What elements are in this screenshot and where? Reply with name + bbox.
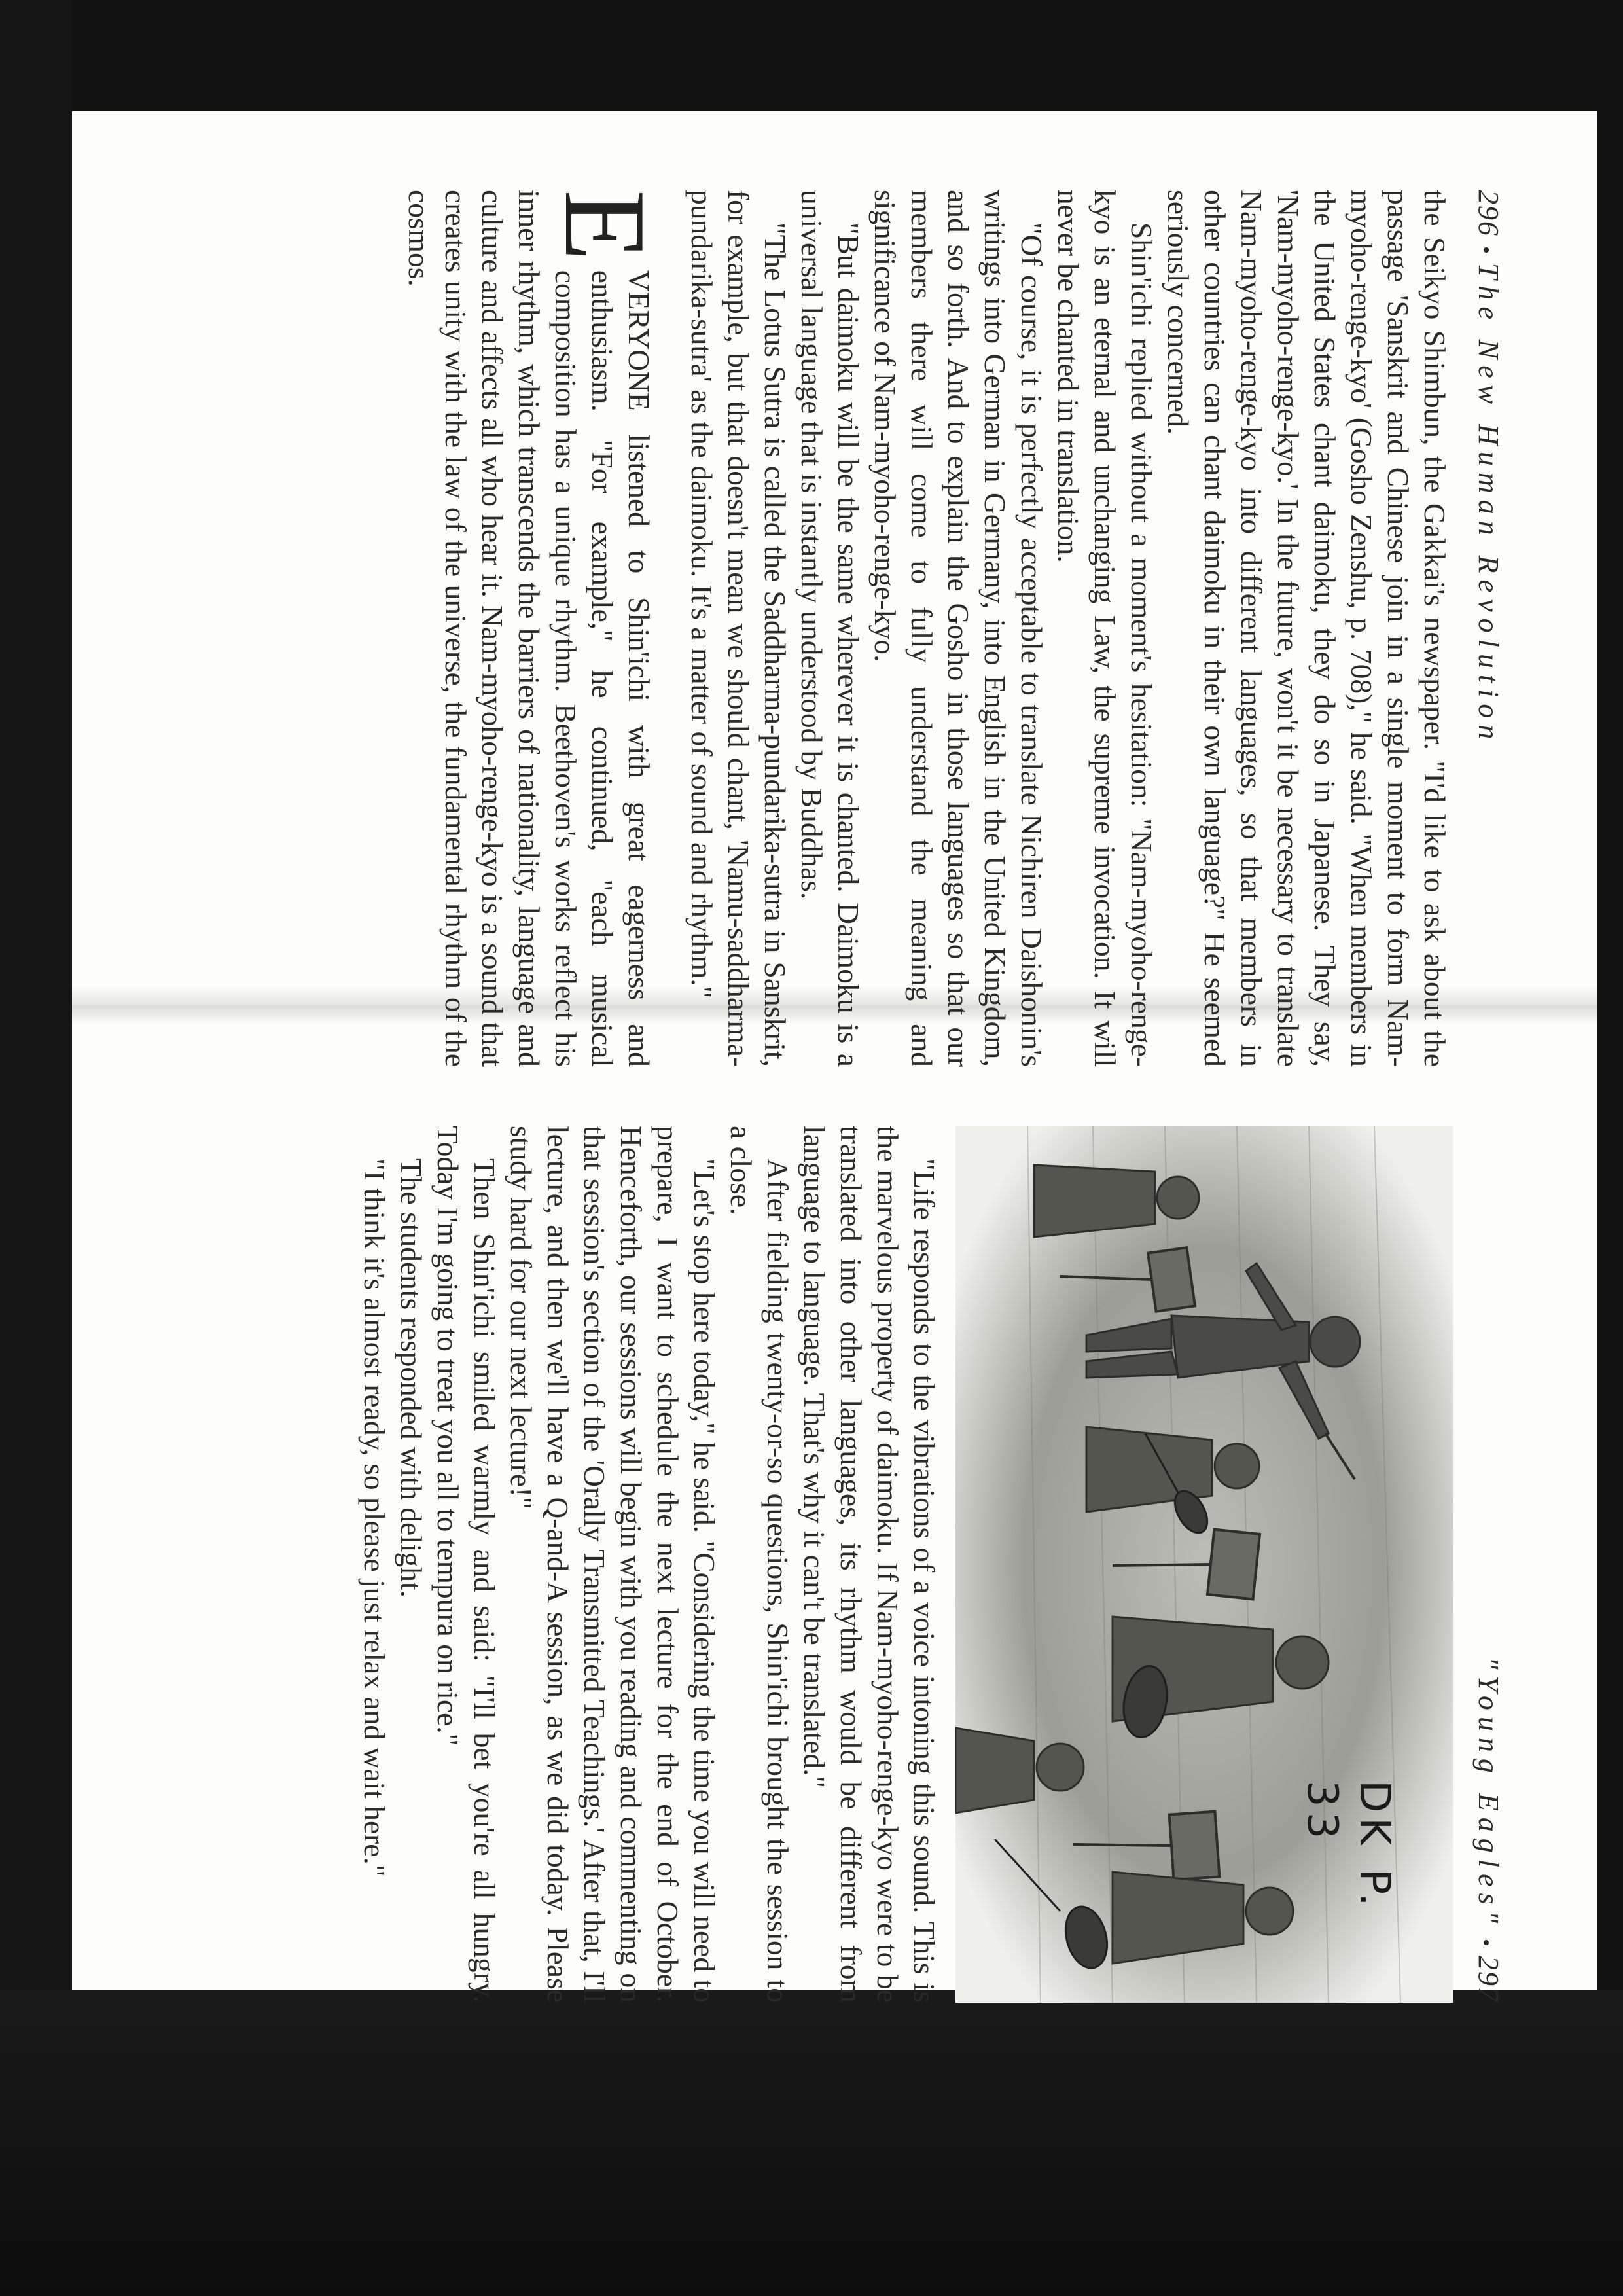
- handwritten-note: [1296, 1780, 1400, 1912]
- dropcap-paragraph: [401, 190, 670, 1067]
- right-paragraph: The students responded with delight.: [395, 1158, 428, 1598]
- book-spread: [92, 190, 1505, 2003]
- right-running-head: [1453, 1126, 1505, 2003]
- scan-border-right: [1597, 0, 1623, 2296]
- left-paragraph: "The Lotus Sutra is called the Saddharma-pundarika-sutra in Sanskrit, for example, but that doesn't mean we should chant, 'Namu-saddharma-pundarika-sutra' as the daimoku. It's a matter of sound and rhythm.": [685, 190, 792, 1067]
- scan-border-bottom: [0, 1990, 1623, 2296]
- left-page: [92, 190, 1505, 1067]
- left-paragraph: "Of course, it is perfectly acceptable to translate Nichiren Daishonin's writings into German in Germany, into English in the United Kingdom, and so forth. And to explain the Gosho in those languages so that our members there will come to fully understand the meaning and significance of Nam-myoho-renge-kyo.: [868, 190, 1048, 1067]
- right-bullet: •: [1474, 1939, 1498, 1946]
- handwritten-note-line2: 33: [1298, 1780, 1346, 1844]
- right-running-title: "Young Eagles": [1472, 1657, 1505, 1930]
- left-bullet: •: [1474, 246, 1498, 254]
- right-paragraph: After fielding twenty-or-so questions, Shin'ichi brought the session to a close.: [724, 1126, 794, 2003]
- left-running-title: The New Human Revolution: [1472, 262, 1505, 746]
- scan-border-left: [0, 0, 72, 2296]
- left-running-head: [1453, 190, 1505, 1067]
- left-paragraph: Shin'ichi replied without a moment's hesitation: "Nam-myoho-renge-kyo is an eternal and unchanging Law, the supreme invocation. It will never be chanted in translation.: [1052, 190, 1158, 1067]
- left-paragraph: "But daimoku will be the same wherever it is chanted. Daimoku is a universal language that is instantly understood by Buddhas.: [795, 190, 865, 1067]
- scan-border-top: [0, 0, 1623, 111]
- right-paragraph: "Life responds to the vibrations of a voice intoning this sound. This is the marvelous property of daimoku. If Nam-myoho-renge-kyo were to be translated into other languages, its rhythm would be different from language to language. That's why it can't be translated.": [798, 1126, 941, 2003]
- left-page-number: 296: [1472, 190, 1505, 237]
- left-paragraph: the Seikyo Shimbun, the Gakkai's newspaper. "I'd like to ask about the passage 'Sanskrit and Chinese join in a single moment to form Nam-myoho-renge-kyo' (Gosho Zenshu, p. 708)," he said. "When members in the United States chant daimoku, they do so in Japanese. They say, 'Nam-myoho-renge-kyo.' In the future, won't it be necessary to translate Nam-myoho-renge-kyo into different languages, so that members in other countries can chant daimoku in their own language?" He seemed seriously concerned.: [1162, 190, 1452, 1067]
- right-body-text: [356, 1126, 942, 2003]
- right-paragraph: "Let's stop here today," he said. "Considering the time you will need to prepare, I want to schedule the next lecture for the end of October. Henceforth, our sessions will begin with you reading and commenting on that session's section of the 'Orally Transmitted Teachings.' After that, I'll lecture, and then we'll have a Q-and-A session, as we did today. Please study hard for our next lecture!": [505, 1126, 721, 2003]
- right-page-number: 297: [1472, 1956, 1505, 2003]
- right-paragraph: Then Shin'ichi smiled warmly and said: "I'll bet you're all hungry. Today I'm going to treat you all to tempura on rice.": [431, 1126, 501, 2003]
- right-paragraph: "I think it's almost ready, so please just relax and wait here.": [358, 1158, 391, 1877]
- dropcap-paragraph-text: VERYONE listened to Shin'ichi with great eagerness and enthusiasm. "For example," he continued, "each musical composition has a unique rhythm. Beethoven's works reflect his inner rhythm, which transcends the barriers of nationality, language and culture and affects all who hear it. Nam-myoho-renge-kyo is a sound that creates unity with the law of the universe, the fundamental rhythm of the cosmos.: [402, 190, 656, 1067]
- right-page: [92, 1126, 1505, 2003]
- left-body-text: [401, 190, 1453, 1067]
- handwritten-note-line1: DK P.: [1350, 1780, 1399, 1912]
- dropcap-letter: E: [541, 190, 670, 261]
